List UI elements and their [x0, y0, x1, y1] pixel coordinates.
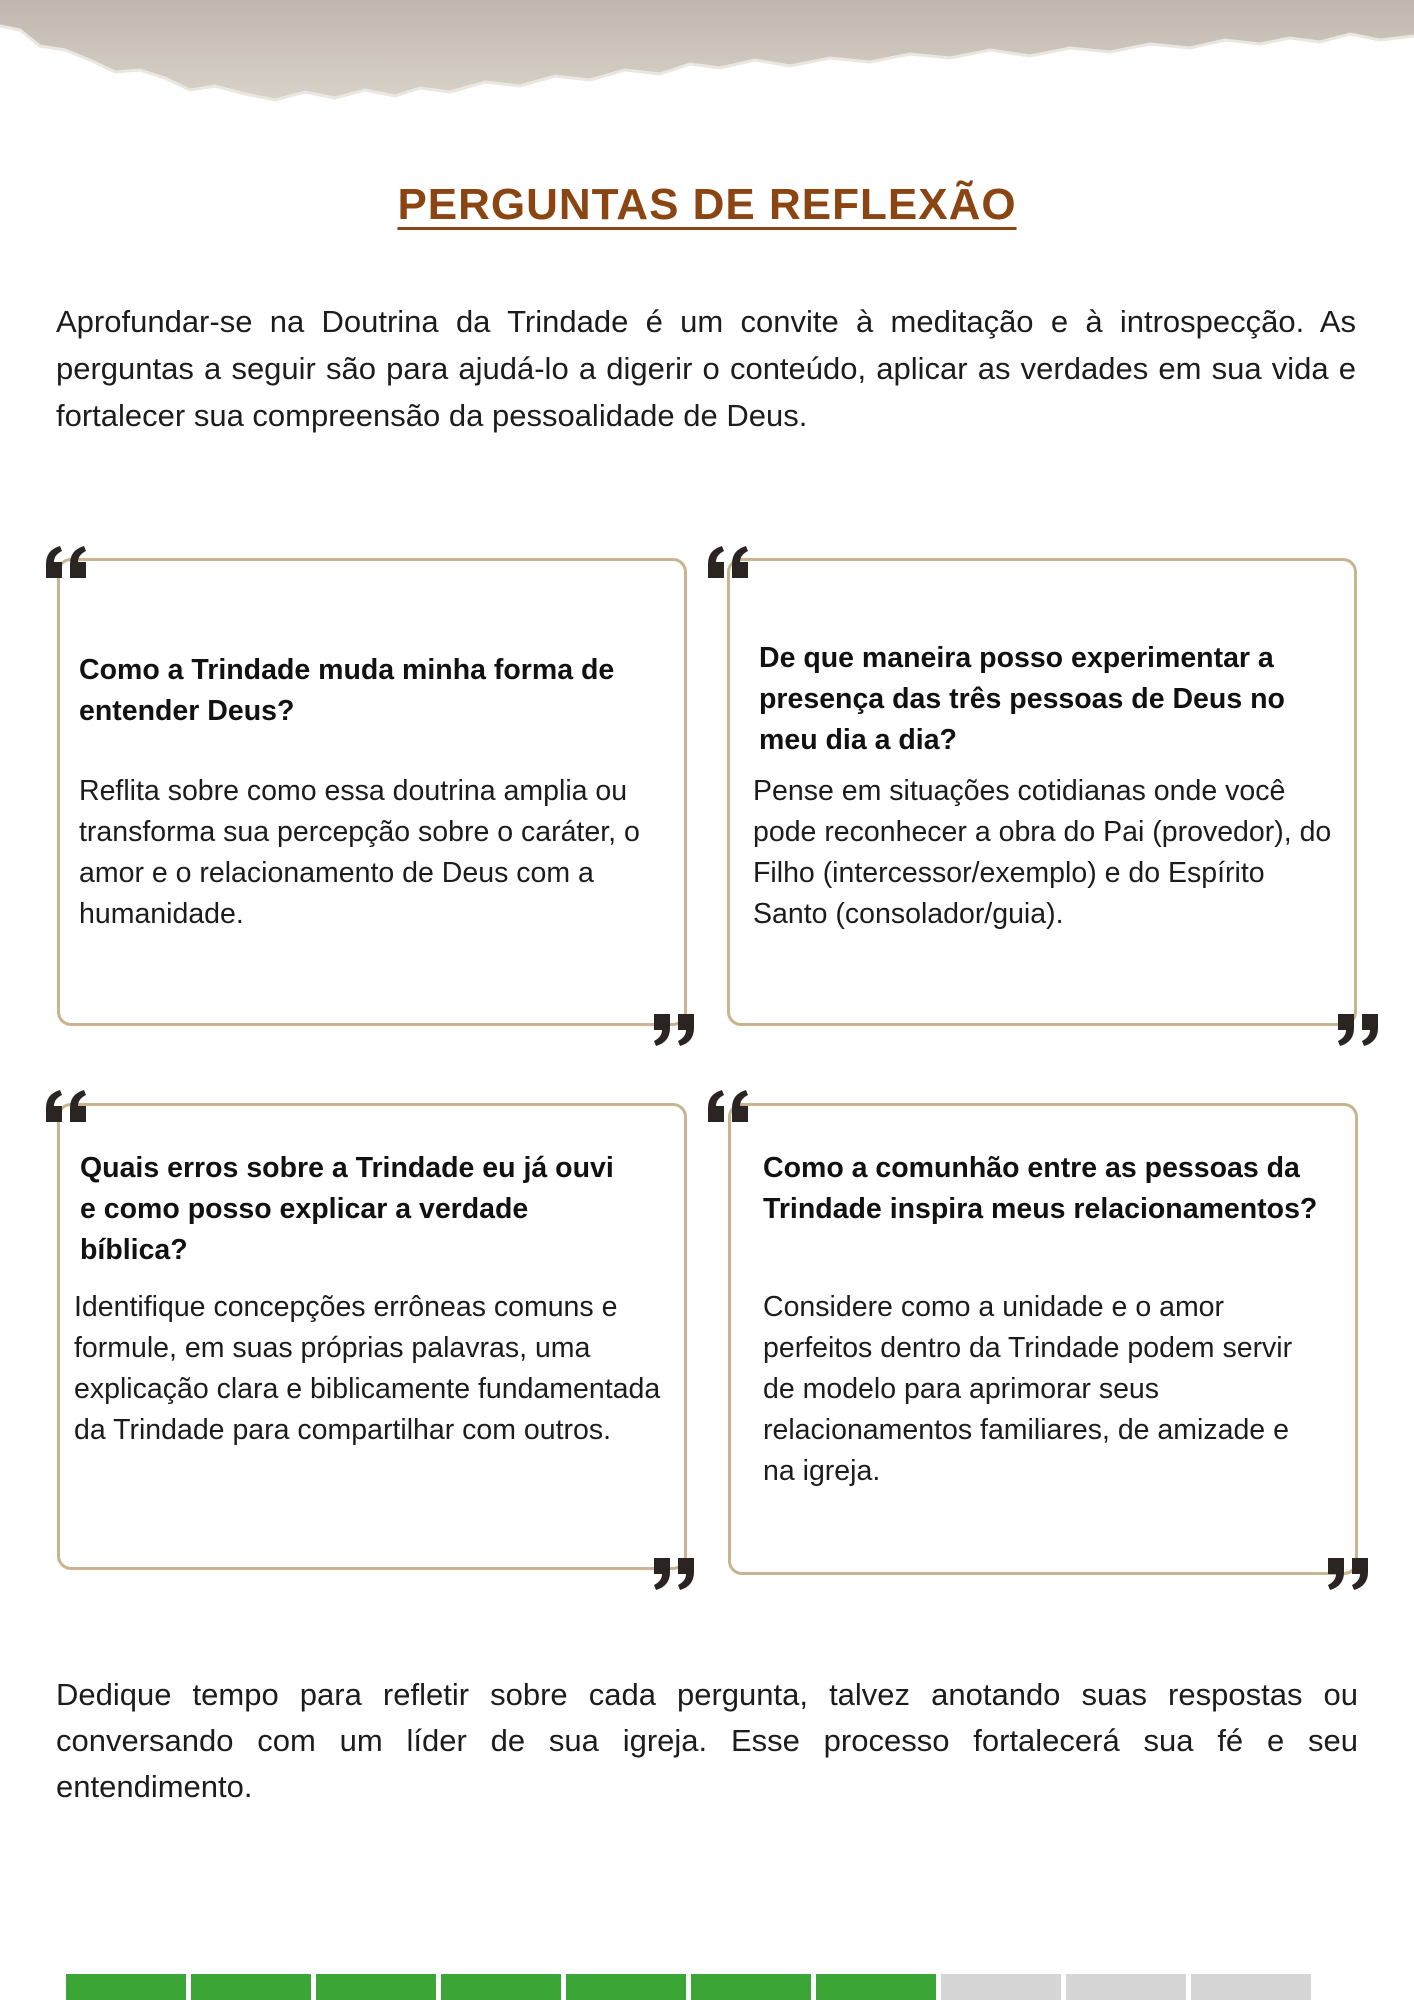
card-4-question: Como a comunhão entre as pessoas da Trindade inspira meus relacionamentos?: [763, 1152, 1318, 1225]
card-1-answer: Reflita sobre como essa doutrina amplia ou transforma sua percepção sobre o caráter, o amor e o relacionamento de Deus com a humanidade.: [79, 775, 640, 930]
open-quote-icon: [706, 1088, 752, 1124]
close-quote-icon: [652, 1012, 698, 1048]
closing-paragraph: Dedique tempo para refletir sobre cada pergunta, talvez anotando suas respostas ou conversando com um líder de sua igreja. Esse processo fortalecerá sua fé e seu entendimento.: [56, 1677, 1358, 1804]
progress-segment-complete: [816, 1974, 936, 2000]
card-1-question: Como a Trindade muda minha forma de entender Deus?: [79, 654, 615, 727]
progress-segment-complete: [66, 1974, 186, 2000]
open-quote-icon: [706, 544, 752, 580]
progress-segment-incomplete: [1066, 1974, 1186, 2000]
open-quote-icon: [44, 544, 90, 580]
progress-segment-complete: [566, 1974, 686, 2000]
progress-segment-complete: [691, 1974, 811, 2000]
page-title: PERGUNTAS DE REFLEXÃO: [397, 180, 1017, 229]
card-3-answer: Identifique concepções errôneas comuns e formule, em suas próprias palavras, uma explicação clara e biblicamente fundamentada da Trindade para compartilhar com outros.: [74, 1291, 661, 1446]
progress-segment-complete: [316, 1974, 436, 2000]
progress-segment-incomplete: [1191, 1974, 1311, 2000]
progress-segment-complete: [191, 1974, 311, 2000]
progress-bar: [66, 1974, 1316, 2000]
card-3-question: Quais erros sobre a Trindade eu já ouvi e como posso explicar a verdade bíblica?: [80, 1152, 614, 1266]
open-quote-icon: [44, 1088, 90, 1124]
intro-paragraph: Aprofundar-se na Doutrina da Trindade é um convite à meditação e à introspecção. As perguntas a seguir são para ajudá-lo a digerir o conteúdo, aplicar as verdades em sua vida e fortalecer sua compreensão da pessoalidade de Deus.: [56, 304, 1356, 433]
close-quote-icon: [652, 1556, 698, 1592]
card-4-answer: Considere como a unidade e o amor perfeitos dentro da Trindade podem servir de modelo para aprimorar seus relacionamentos familiares, de amizade e na igreja.: [763, 1291, 1293, 1487]
progress-segment-complete: [441, 1974, 561, 2000]
close-quote-icon: [1336, 1012, 1382, 1048]
torn-paper-header: [0, 0, 1414, 110]
close-quote-icon: [1326, 1556, 1372, 1592]
card-2-answer: Pense em situações cotidianas onde você pode reconhecer a obra do Pai (provedor), do Filho (intercessor/exemplo) e do Espírito Santo (consolador/guia).: [753, 775, 1332, 930]
progress-segment-incomplete: [941, 1974, 1061, 2000]
card-2-question: De que maneira posso experimentar a presença das três pessoas de Deus no meu dia a dia?: [759, 642, 1285, 756]
